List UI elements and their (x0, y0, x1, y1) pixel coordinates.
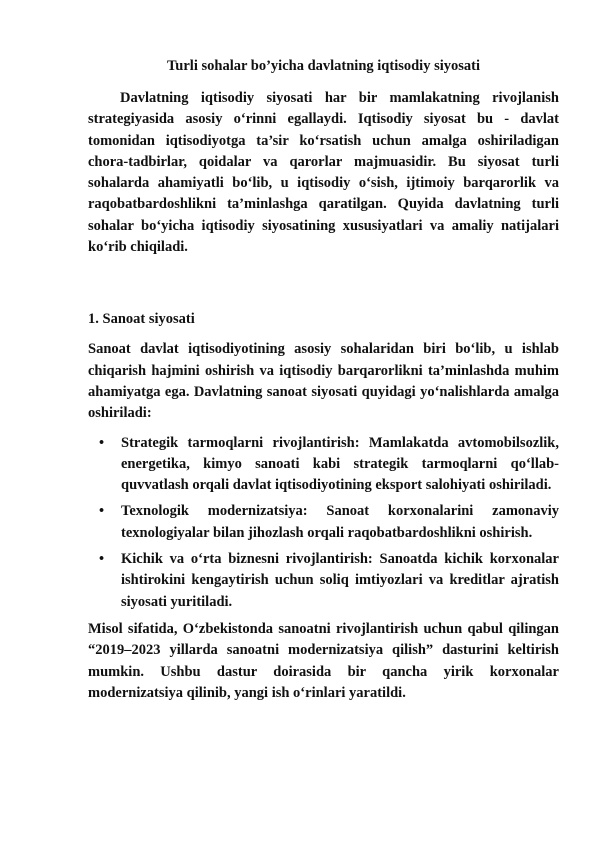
document-title: Turli sohalar bo’yicha davlatning iqtisodiy siyosati (166, 58, 481, 74)
closing-paragraph: Misol sifatida, O‘zbekistonda sanoatni rivojlantirish uchun qabul qilingan “2019–2023 yillarda sanoatni modernizatsiya qilish” dasturini keltirish mumkin. Ushbu dastur doirasida bir qancha yirik korxonalar modernizatsiya qilinib, yangi ish o‘rinlari yaratildi. (88, 620, 559, 701)
bullet-item (88, 501, 559, 544)
bullet-list (88, 433, 559, 613)
bullet-text: Strategik tarmoqlarni rivojlantirish: Mamlakatda avtomobilsozlik, energetika, kimyo sanoati kabi strategik tarmoqlarni qo‘llab-quvvatlash orqali davlat iqtisodiyotining eksport salohiyati oshiriladi. (121, 434, 559, 494)
bullet-icon: • (99, 551, 105, 568)
bullet-icon: • (99, 503, 105, 520)
bullet-item (88, 549, 559, 613)
document-page (88, 56, 559, 704)
section-lead-paragraph: Sanoat davlat iqtisodiyotining asosiy sohalaridan biri bo‘lib, u ishlab chiqarish hajmini oshirish va iqtisodiy barqarorlikni ta’minlashda muhim ahamiyatga ega. Davlatning sanoat siyosati quyidagi yo‘nalishlarda amalga oshiriladi: (88, 341, 559, 422)
bullet-item (88, 433, 559, 497)
bullet-text: Kichik va o‘rta biznesni rivojlantirish: Sanoatda kichik korxonalar ishtirokini kengaytirish uchun soliq imtiyozlari va kreditlar ajratish siyosati yuritiladi. (121, 551, 559, 610)
section-heading: 1. Sanoat siyosati (88, 311, 195, 328)
intro-paragraph: Davlatning iqtisodiy siyosati har bir mamlakatning rivojlanish strategiyasida asosiy o‘rinni egallaydi. Iqtisodiy siyosat bu - davlat tomonidan iqtisodiyotga ta’sir ko‘rsatish uchun amalga oshiriladigan chora-tadbirlar, qoidalar va qarorlar majmuasidir. Bu siyosat turli sohalarda ahamiyatli bo‘lib, u iqtisodiy o‘sish, ijtimoiy barqarorlik va raqobatbardoshlikni ta’minlashga qaratilgan. Quyida davlatning turli sohalar bo‘yicha iqtisodiy siyosatining xususiyatlari va amaliy natijalari ko‘rib chiqiladi. (88, 90, 559, 256)
bullet-text: Texnologik modernizatsiya: Sanoat korxonalarini zamonaviy texnologiyalar bilan jihozlash orqali raqobatbardoshlikni oshirish. (121, 503, 559, 541)
bullet-icon: • (99, 434, 105, 451)
